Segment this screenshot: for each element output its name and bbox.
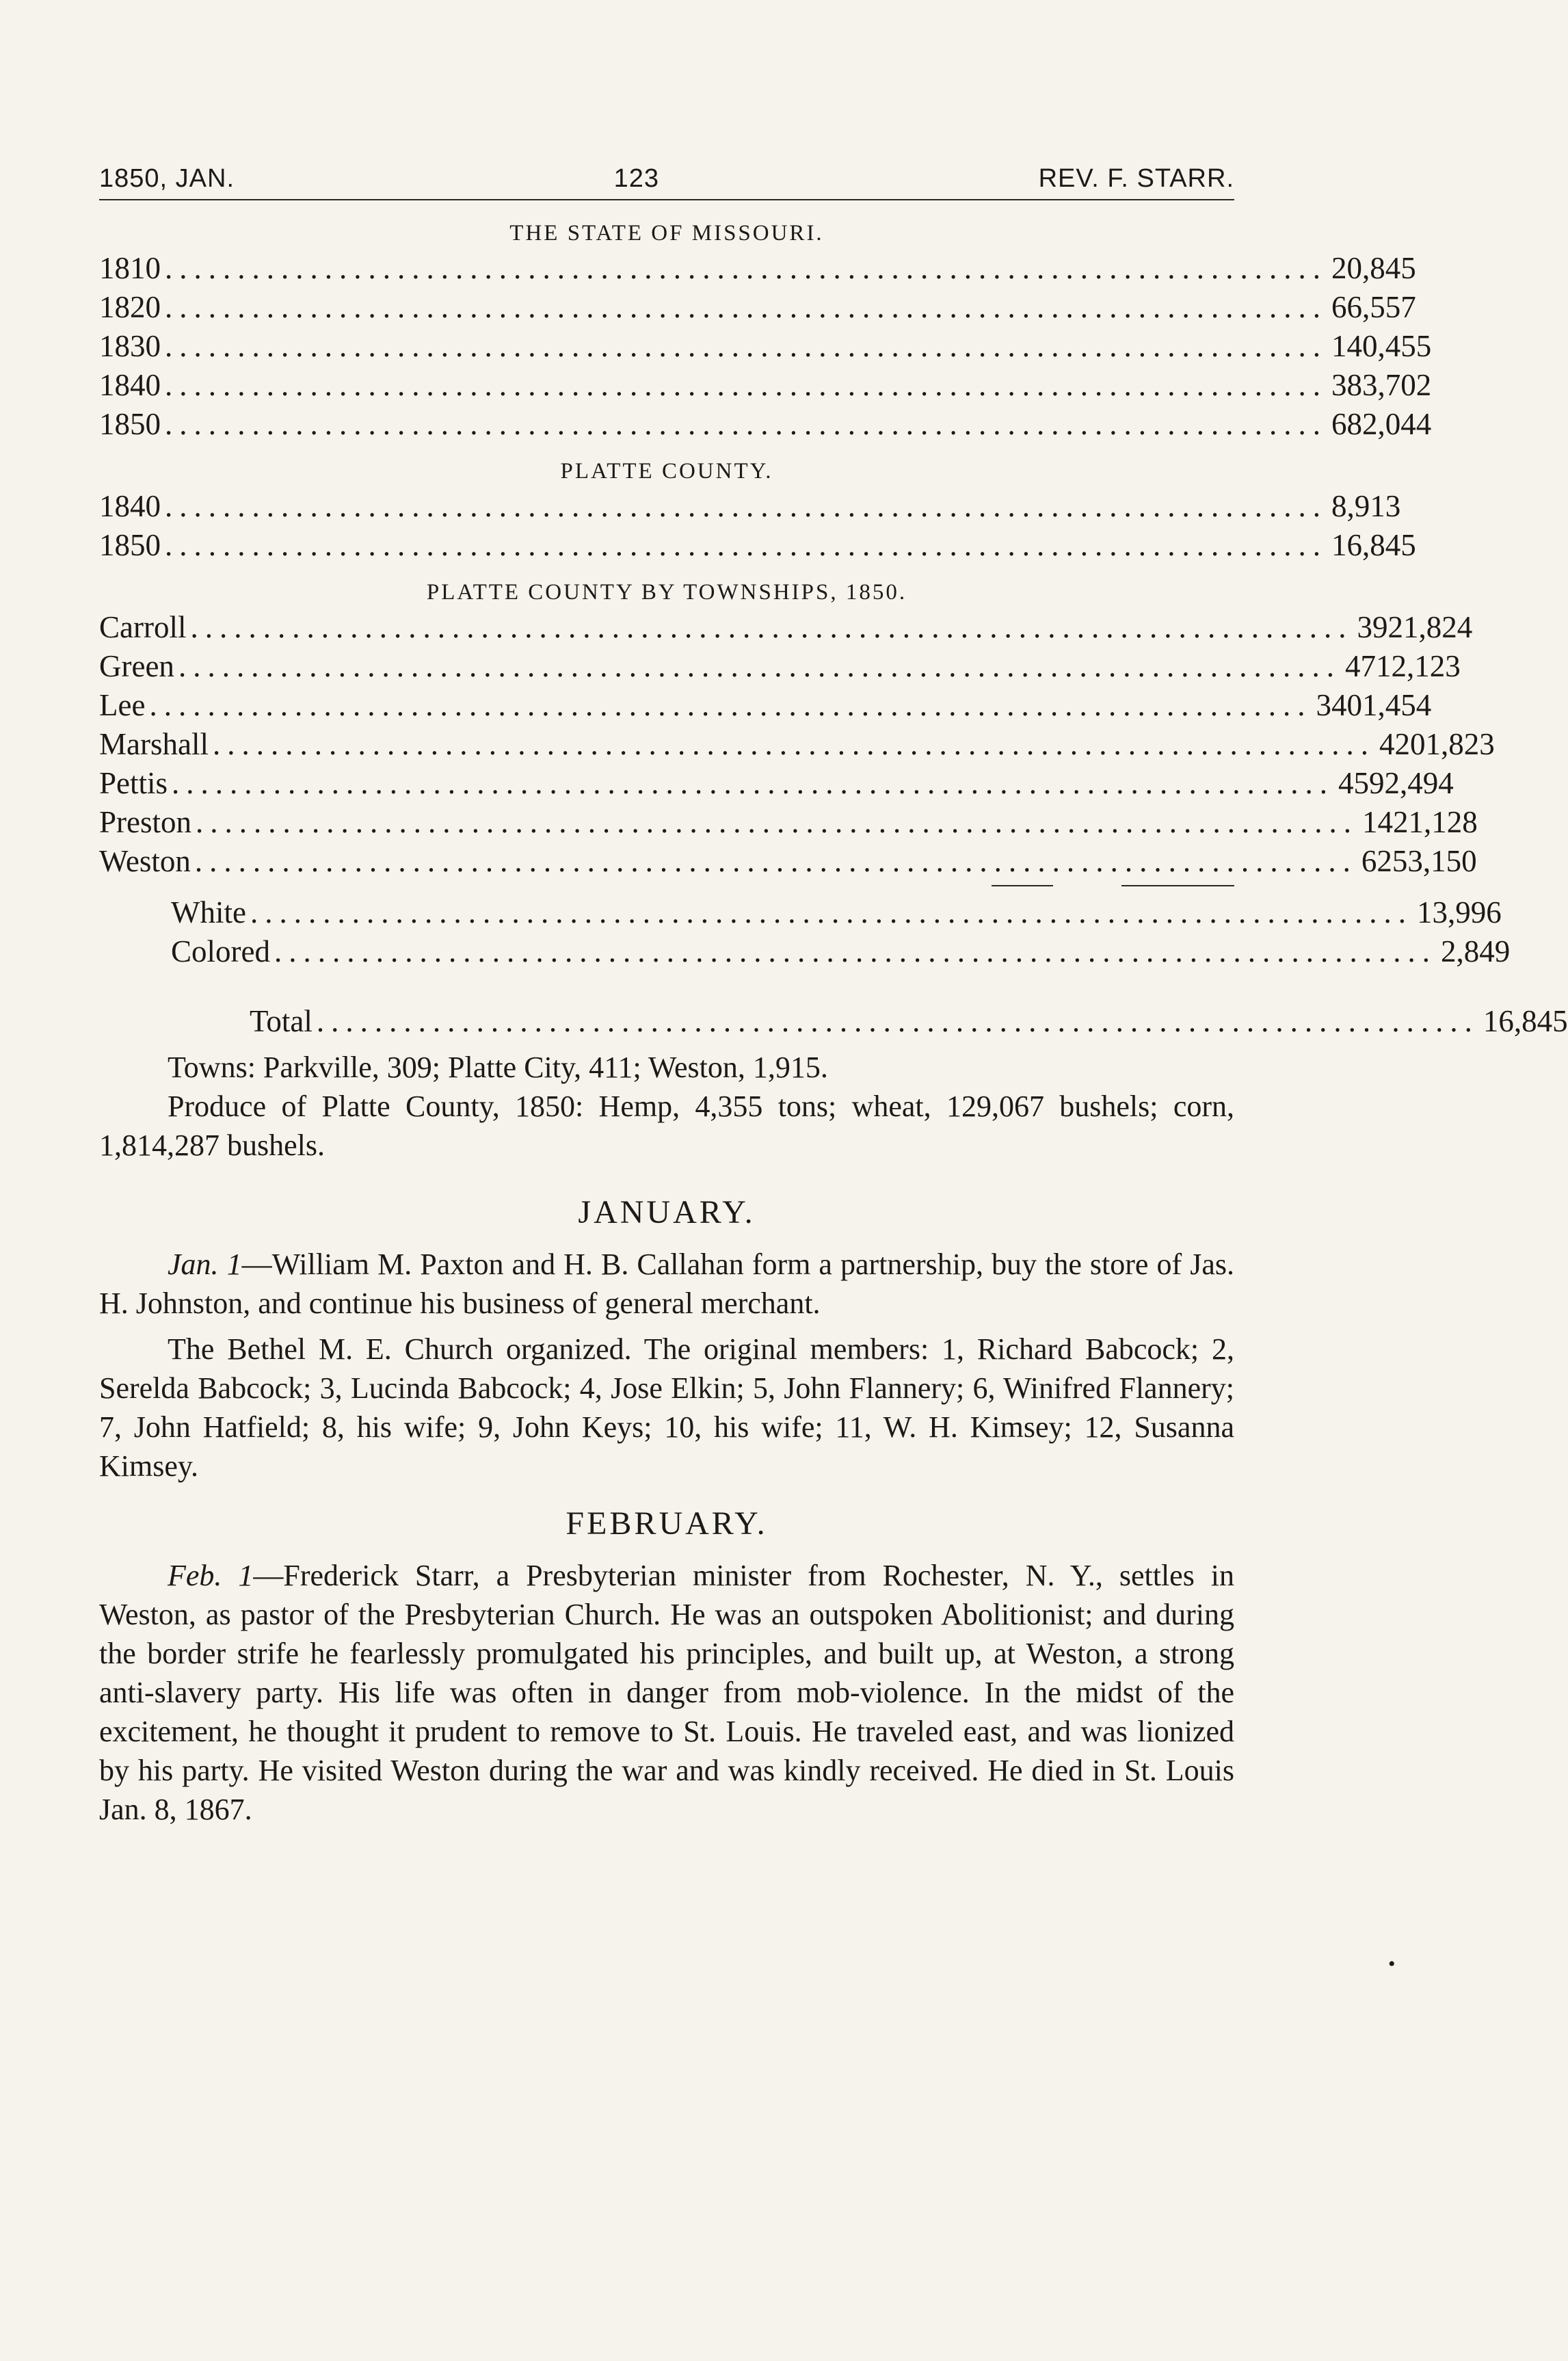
state-table-title: THE STATE OF MISSOURI. [509, 221, 824, 246]
table-row: Pettis ................................................................................ 459 2,494 [99, 766, 1454, 800]
margin-speck: • [1388, 1953, 1396, 1975]
state-table [99, 249, 1432, 444]
entry-date: Feb. 1 [168, 1559, 254, 1592]
entry-text: —Frederick Starr, a Presbyterian minister from Rochester, N. Y., settles in Weston, as pastor of the Presbyterian Church. He was an outspoken Abolitionist; and during the border strife he fearlessly promulgated his principles, and built up, at Weston, a strong anti-slavery party. His life was often in danger from mob-violence. In the midst of the excitement, he thought it prudent to remove to St. Louis. He traveled east, and was lionized by his party. He visited Weston during the war and was kindly received. He died in St. Louis Jan. 8, 1867. [99, 1559, 1234, 1826]
table-row: Preston ................................................................................ 142 1,128 [99, 805, 1478, 839]
table-row: Green ................................................................................ 471 2,123 [99, 649, 1461, 683]
table-row: 1840 ................................................................................ 8,913 [99, 489, 1401, 523]
january-entry-2: The Bethel M. E. Church organized. The original members: 1, Richard Babcock; 2, Serelda Babcock; 3, Lucinda Babcock; 4, Jose Elkin; 5, John Flannery; 6, Winifred Flannery; 7, John Hatfield; 8, his wife; 9, John Keys; 10, his wife; 11, W. H. Kimsey; 12, Susanna Kimsey. [99, 1332, 1234, 1483]
colored-row: Colored ................................................................................ 2,849 [171, 934, 1511, 968]
january-entry-1 [99, 1245, 1234, 1323]
towns-paragraph: Towns: Parkville, 309; Platte City, 411; Weston, 1,915. [168, 1051, 828, 1084]
white-row: White ................................................................................ 13,996 [171, 895, 1502, 929]
county-table-title: PLATTE COUNTY. [560, 459, 773, 484]
table-row: 1820 ................................................................................ 66,557 [99, 290, 1416, 324]
table-row: Lee ................................................................................ 340 1,454 [99, 688, 1432, 722]
february-entry-1 [99, 1556, 1234, 1829]
table-row: 1810 ................................................................................ 20,845 [99, 251, 1416, 285]
table-row: Carroll ................................................................................ 392 1,824 [99, 610, 1473, 644]
running-head [99, 164, 1234, 200]
township-table [99, 608, 1568, 1041]
table-row: 1850 ................................................................................ 682,044 [99, 407, 1432, 441]
book-page [99, 164, 1568, 1829]
february-heading: FEBRUARY. [566, 1505, 768, 1542]
entry-date: Jan. 1 [168, 1248, 242, 1281]
table-row: 1840 ................................................................................ 383,702 [99, 368, 1432, 402]
county-table [99, 487, 1416, 565]
entry-text: —William M. Paxton and H. B. Callahan form a partnership, buy the store of Jas. H. Johnston, and continue his business of general merchant. [99, 1248, 1234, 1320]
january-heading: JANUARY. [578, 1194, 756, 1230]
header-author: REV. F. STARR. [1038, 164, 1234, 193]
township-table-title: PLATTE COUNTY BY TOWNSHIPS, 1850. [426, 580, 907, 605]
table-row: Marshall ................................................................................ 420 1,823 [99, 727, 1495, 761]
table-row: 1830 ................................................................................ 140,455 [99, 329, 1432, 363]
header-date: 1850, JAN. [99, 164, 235, 193]
produce-paragraph: Produce of Platte County, 1850: Hemp, 4,355 tons; wheat, 129,067 bushels; corn, 1,814,287 bushels. [99, 1090, 1234, 1162]
table-row: 1850 ................................................................................ 16,845 [99, 528, 1416, 562]
table-row: Weston ................................................................................ 625 3,150 [99, 844, 1477, 878]
page-number: 123 [613, 164, 659, 193]
sum-rules [99, 881, 1234, 893]
total-row: Total ................................................................................ 16,845 [250, 1004, 1568, 1038]
